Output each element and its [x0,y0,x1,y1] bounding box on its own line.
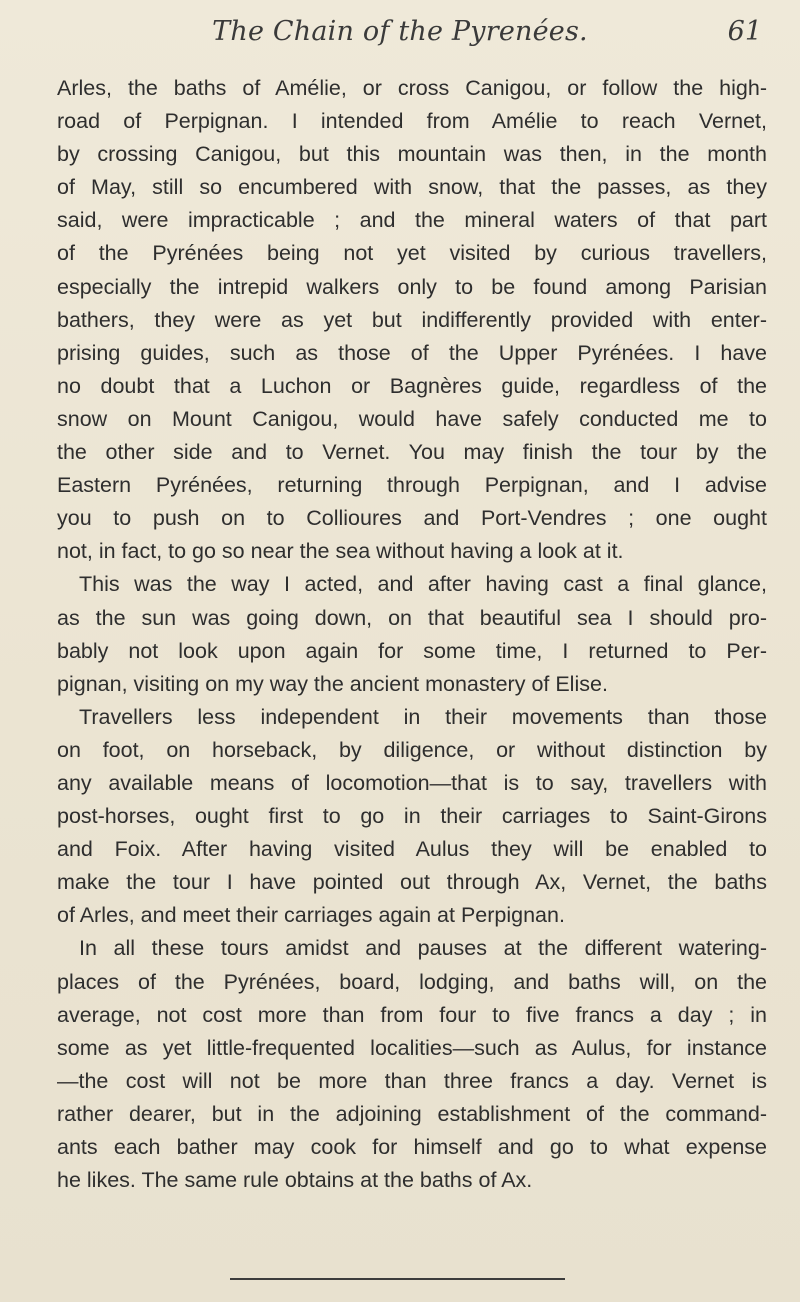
text-line: rather dearer, but in the adjoining establishment of the command- [57,1101,767,1126]
text-line: you to push on to Collioures and Port-Vendres ; one ought [57,506,767,531]
page-header [0,16,800,60]
text-line: —the cost will not be more than three francs a day. Vernet is [57,1068,767,1093]
paragraph-start-line: In all these tours amidst and pauses at the different watering- [79,936,767,961]
text-line: prising guides, such as those of the Upper Pyrénées. I have [57,340,767,365]
text-line: of Arles, and meet their carriages again at Perpignan. [57,903,565,928]
text-line: any available means of locomotion—that is to say, travellers with [57,770,767,795]
text-line: ants each bather may cook for himself and go to what expense [57,1135,767,1159]
text-line: pignan, visiting on my way the ancient monastery of Elise. [57,671,608,696]
page-number: 61 [727,16,762,47]
text-line: not, in fact, to go so near the sea without having a look at it. [57,539,624,564]
text-line: Eastern Pyrénées, returning through Perpignan, and I advise [57,473,767,498]
text-line: especially the intrepid walkers only to be found among Parisian [57,274,767,299]
footer-rule [230,1278,565,1280]
text-line: and Foix. After having visited Aulus they will be enabled to [57,837,767,862]
text-line: no doubt that a Luchon or Bagnères guide, regardless of the [57,373,767,398]
text-line: make the tour I have pointed out through Ax, Vernet, the baths [57,870,767,895]
text-line: road of Perpignan. I intended from Amélie to reach Vernet, [57,109,767,134]
text-line: snow on Mount Canigou, would have safely conducted me to [57,406,767,431]
text-line: on foot, on horseback, by diligence, or without distinction by [57,737,767,762]
text-line: bably not look upon again for some time, I returned to Per- [57,638,767,663]
text-line: the other side and to Vernet. You may finish the tour by the [57,440,767,465]
body-text [57,72,767,1197]
text-line: some as yet little-frequented localities—such as Aulus, for instance [57,1035,767,1060]
text-line: post-horses, ought first to go in their carriages to Saint-Girons [57,804,767,829]
text-line: of May, still so encumbered with snow, that the passes, as they [57,175,767,200]
text-line: he likes. The same rule obtains at the baths of Ax. [57,1168,533,1193]
text-line: of the Pyrénées being not yet visited by curious travellers, [57,241,767,266]
text-line: by crossing Canigou, but this mountain was then, in the month [57,142,767,167]
paragraph-start-line: Travellers less independent in their movements than those [79,704,767,729]
running-title: The Chain of the Pyrenées. [212,16,588,47]
paragraph-start-line: This was the way I acted, and after having cast a final glance, [79,572,767,597]
text-line: bathers, they were as yet but indifferently provided with enter- [57,307,767,332]
text-line: said, were impracticable ; and the mineral waters of that part [57,208,767,233]
text-line: as the sun was going down, on that beautiful sea I should pro- [57,605,767,630]
text-line: Arles, the baths of Amélie, or cross Canigou, or follow the high- [57,76,767,100]
text-line: average, not cost more than from four to five francs a day ; in [57,1002,767,1027]
text-line: places of the Pyrénées, board, lodging, and baths will, on the [57,969,767,994]
